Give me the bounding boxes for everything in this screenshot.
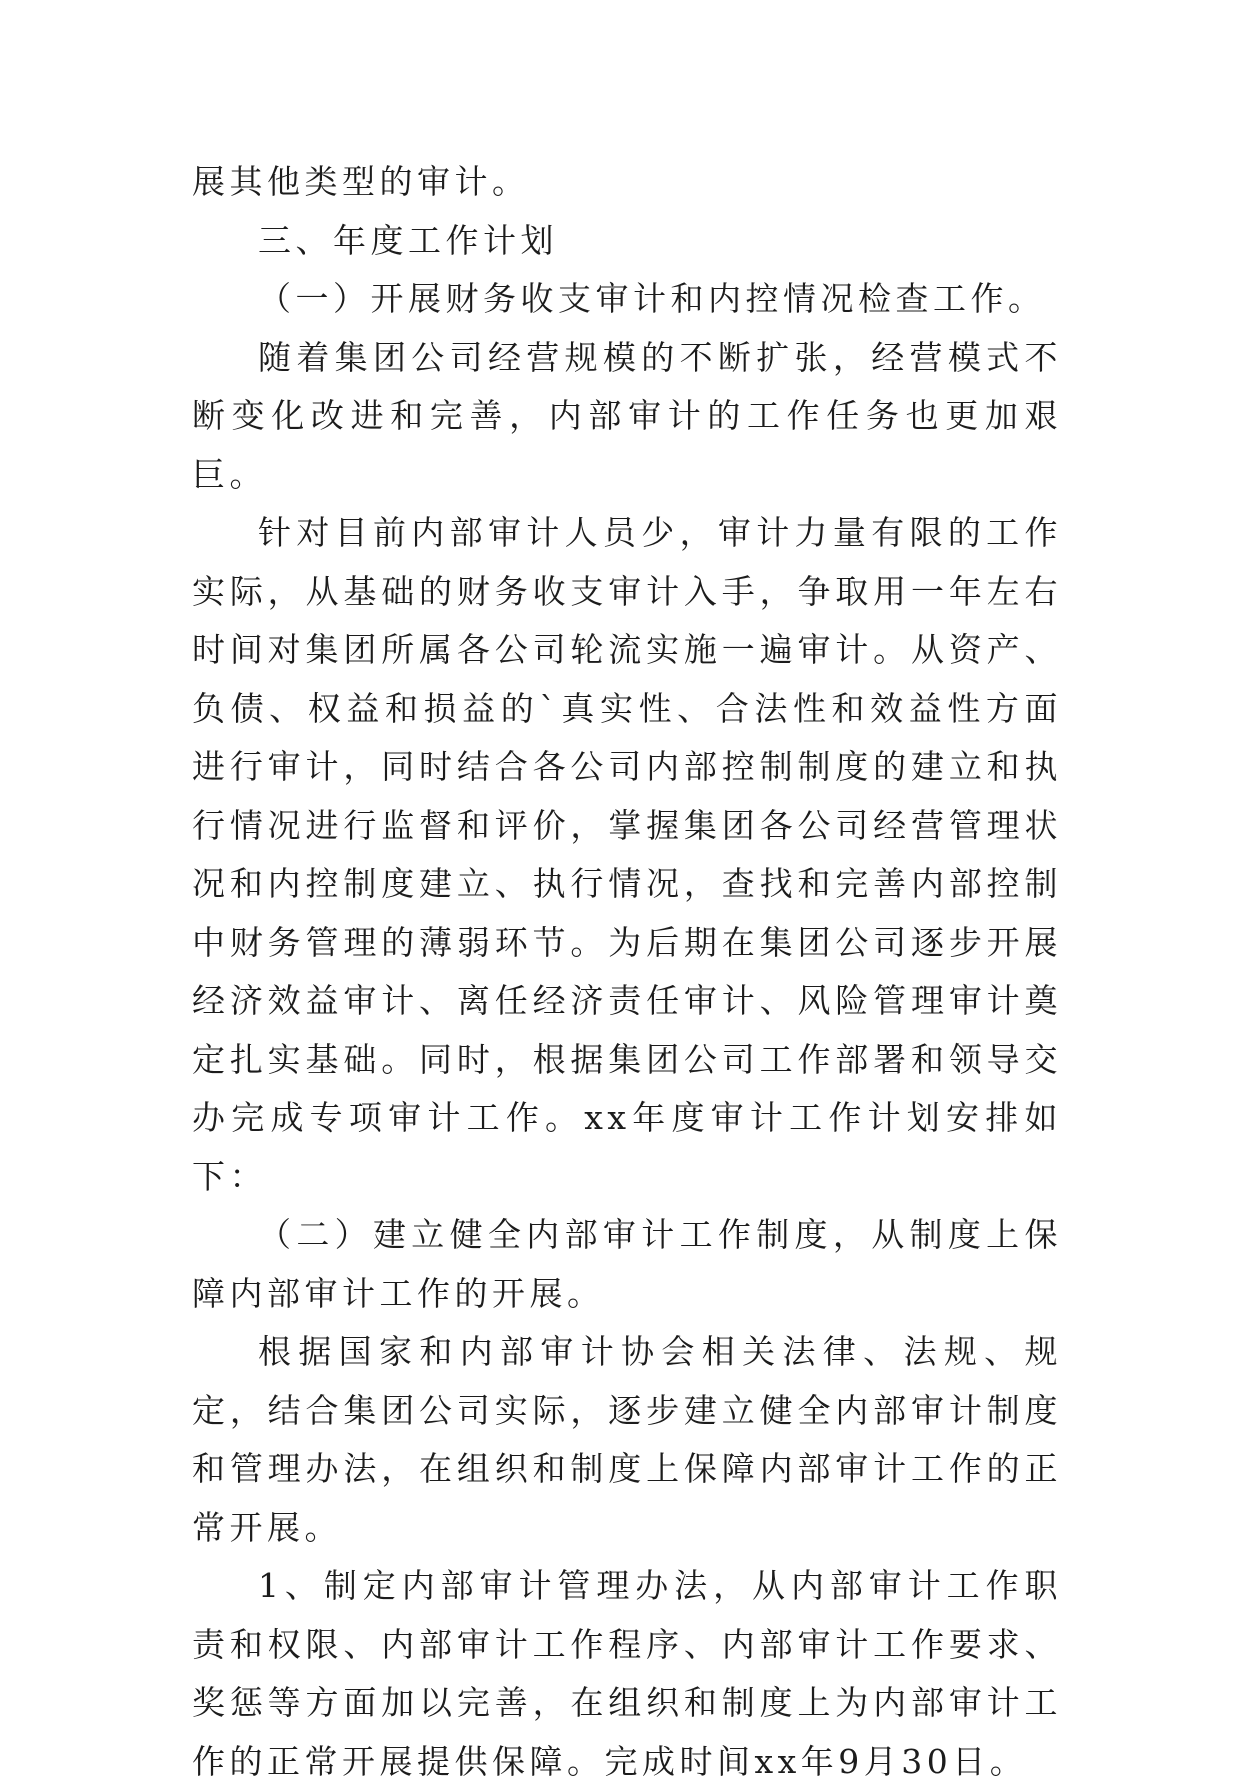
paragraph-continuation: 展其他类型的审计。 <box>192 162 530 201</box>
paragraph-regulations: 根据国家和内部审计协会相关法律、法规、规定，结合集团公司实际，逐步建立健全内部审计制度和管理办法，在组织和制度上保障内部审计工作的正常开展。 <box>192 1332 1062 1547</box>
document-body <box>192 153 1062 1791</box>
section-heading-annual-plan: 三、年度工作计划 <box>258 220 558 260</box>
subsection-heading-2: （二）建立健全内部审计工作制度，从制度上保障内部审计工作的开展。 <box>192 1215 1062 1313</box>
paragraph-background: 随着集团公司经营规模的不断扩张，经营模式不断变化改进和完善，内部审计的工作任务也更加艰巨。 <box>192 337 1062 494</box>
list-item-1: 1、制定内部审计管理办法，从内部审计工作职责和权限、内部审计工作程序、内部审计工作要求、奖惩等方面加以完善，在组织和制度上为内部审计工作的正常开展提供保障。完成时间xx年9月30日。 <box>192 1566 1062 1781</box>
paragraph-audit-approach: 针对目前内部审计人员少，审计力量有限的工作实际，从基础的财务收支审计入手，争取用一年左右时间对集团所属各公司轮流实施一遍审计。从资产、负债、权益和损益的`真实性、合法性和效益性方面进行审计，同时结合各公司内部控制制度的建立和执行情况进行监督和评价，掌握集团各公司经营管理状况和内控制度建立、执行情况，查找和完善内部控制中财务管理的薄弱环节。为后期在集团公司逐步开展经济效益审计、离任经济责任审计、风险管理审计奠定扎实基础。同时，根据集团公司工作部署和领导交办完成专项审计工作。xx年度审计工作计划安排如下： <box>192 513 1062 1196</box>
subsection-heading-1: （一）开展财务收支审计和内控情况检查工作。 <box>258 279 1046 318</box>
